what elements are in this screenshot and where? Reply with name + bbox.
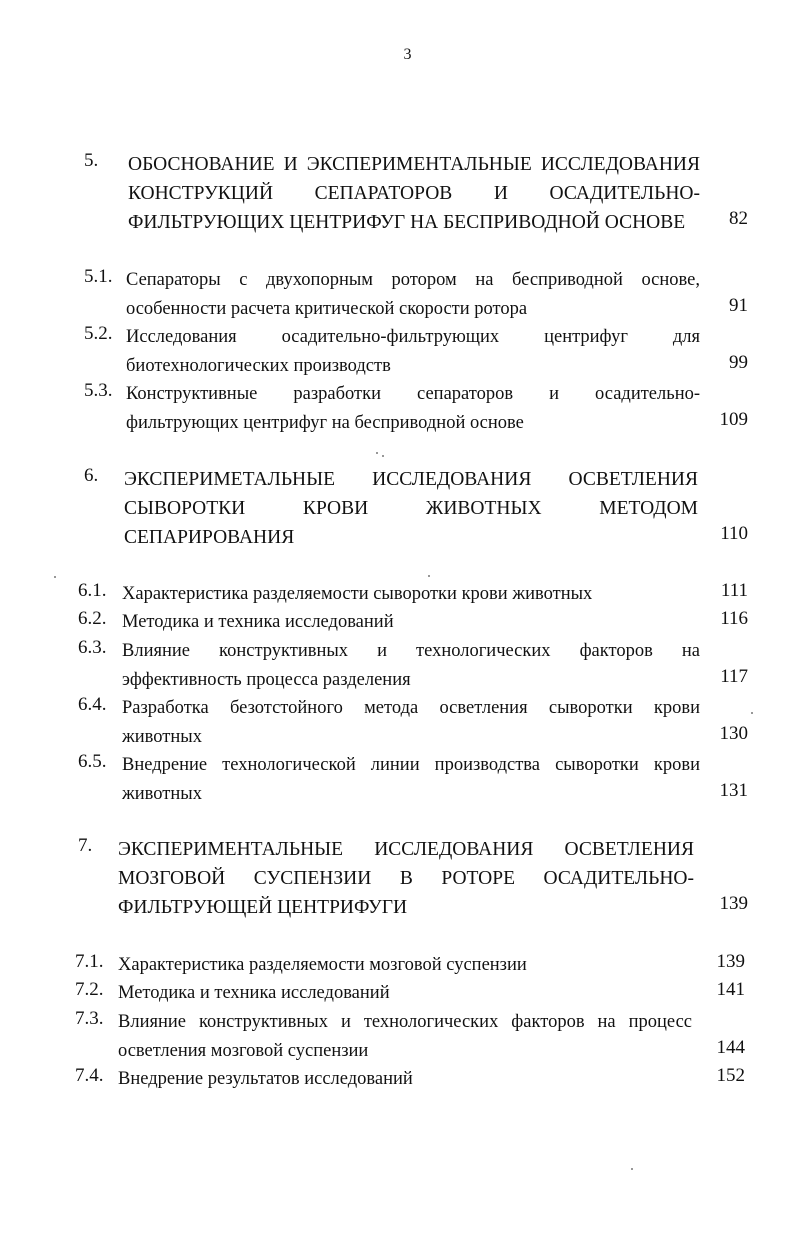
entry-number: 7. (78, 835, 93, 856)
entry-number: 5.1. (84, 266, 113, 287)
entry-title-line: ФИЛЬТРУЮЩИХ ЦЕНТРИФУГ НА БЕСПРИВОДНОЙ ОСНОВЕ (128, 212, 686, 233)
entry-number: 7.4. (75, 1065, 104, 1086)
toc-section-6-1 (78, 580, 748, 609)
entry-title (122, 637, 700, 695)
entry-title (126, 380, 700, 438)
entry-page: 116 (720, 608, 748, 629)
entry-title-line: особенности расчета критической скорости ротора (126, 299, 528, 319)
entry-title (118, 1065, 692, 1094)
toc-section-5-2 (84, 323, 748, 381)
entry-page: 82 (729, 208, 748, 229)
entry-title-line: ЭКСПЕРИМЕТАЛЬНЫЕ ИССЛЕДОВАНИЯ ОСВЕТЛЕНИЯ (124, 469, 698, 490)
entry-number: 7.3. (75, 1008, 104, 1029)
entry-title (118, 951, 692, 980)
entry-title-line: КОНСТРУКЦИЙ СЕПАРАТОРОВ И ОСАДИТЕЛЬНО- (128, 183, 700, 204)
entry-page: 109 (719, 409, 748, 430)
entry-title-line: эффективность процесса разделения (122, 670, 411, 690)
entry-title-line: ФИЛЬТРУЮЩЕЙ ЦЕНТРИФУГИ (118, 897, 408, 918)
entry-title-line: осветления мозговой суспензии (118, 1041, 369, 1061)
entry-page: 131 (719, 780, 748, 801)
entry-title-line: Сепараторы с двухопорным ротором на бесприводной основе, (126, 270, 700, 290)
entry-page: 139 (716, 951, 745, 972)
entry-number: 6.3. (78, 637, 107, 658)
entry-number: 7.1. (75, 951, 104, 972)
entry-title-line: биотехнологических производств (126, 356, 391, 376)
entry-title-line: СЕПАРИРОВАНИЯ (124, 527, 295, 548)
entry-title-line: животных (122, 727, 202, 747)
entry-page: 152 (716, 1065, 745, 1086)
entry-title-line: СЫВОРОТКИ КРОВИ ЖИВОТНЫХ МЕТОДОМ (124, 498, 698, 519)
toc-section-7-1 (75, 951, 745, 980)
entry-number: 6.2. (78, 608, 107, 629)
entry-page: 117 (720, 666, 748, 687)
entry-page: 144 (716, 1037, 745, 1058)
entry-number: 6.4. (78, 694, 107, 715)
entry-title (122, 694, 700, 752)
entry-number: 6.5. (78, 751, 107, 772)
entry-title-line: животных (122, 784, 202, 804)
entry-title (124, 465, 698, 552)
entry-title-line: Методика и техника исследований (122, 612, 394, 632)
scan-speck (751, 712, 753, 714)
entry-number: 5.2. (84, 323, 113, 344)
entry-number: 5. (84, 150, 99, 171)
entry-title-line: МОЗГОВОЙ СУСПЕНЗИИ В РОТОРЕ ОСАДИТЕЛЬНО- (118, 868, 694, 889)
entry-page: 130 (719, 723, 748, 744)
toc-chapter-7 (78, 835, 748, 922)
toc-section-7-4 (75, 1065, 745, 1094)
entry-title (128, 150, 700, 237)
entry-number: 5.3. (84, 380, 113, 401)
entry-title (118, 1008, 692, 1066)
entry-title (122, 751, 700, 809)
entry-title-line: Характеристика разделяемости мозговой суспензии (118, 955, 527, 975)
entry-title-line: ЭКСПЕРИМЕНТАЛЬНЫЕ ИССЛЕДОВАНИЯ ОСВЕТЛЕНИЯ (118, 839, 694, 860)
entry-page: 110 (720, 523, 748, 544)
toc-section-6-2 (78, 608, 748, 637)
toc-section-7-2 (75, 979, 745, 1008)
toc-chapter-6 (84, 465, 748, 552)
toc-chapter-5 (84, 150, 748, 237)
entry-title-line: Внедрение технологической линии производства сыворотки крови (122, 755, 700, 775)
entry-title-line: Разработка безотстойного метода осветления сыворотки крови (122, 698, 700, 718)
scan-speck (54, 576, 56, 578)
scan-speck (376, 452, 378, 454)
entry-title-line: фильтрующих центрифуг на бесприводной основе (126, 413, 524, 433)
entry-page: 91 (729, 295, 748, 316)
toc-section-6-3 (78, 637, 748, 695)
toc-section-6-5 (78, 751, 748, 809)
entry-number: 7.2. (75, 979, 104, 1000)
entry-title-line: Влияние конструктивных и технологических факторов на процесс (118, 1012, 692, 1032)
entry-title-line: Влияние конструктивных и технологических факторов на (122, 641, 700, 661)
toc-section-5-3 (84, 380, 748, 438)
entry-title (118, 979, 692, 1008)
entry-title (118, 835, 694, 922)
toc-section-6-4 (78, 694, 748, 752)
entry-title-line: Исследования осадительно-фильтрующих центрифуг для (126, 327, 700, 347)
entry-number: 6.1. (78, 580, 107, 601)
entry-page: 111 (720, 580, 748, 601)
toc-section-7-3 (75, 1008, 745, 1066)
entry-title (122, 580, 700, 609)
toc-section-5-1 (84, 266, 748, 324)
entry-title (126, 266, 700, 324)
entry-title-line: Внедрение результатов исследований (118, 1069, 413, 1089)
entry-title-line: Характеристика разделяемости сыворотки крови животных (122, 584, 593, 604)
entry-title (122, 608, 700, 637)
entry-page: 99 (729, 352, 748, 373)
entry-title-line: Методика и техника исследований (118, 983, 390, 1003)
scan-speck (428, 575, 430, 577)
entry-number: 6. (84, 465, 99, 486)
entry-page: 139 (719, 893, 748, 914)
entry-title-line: ОБОСНОВАНИЕ И ЭКСПЕРИМЕНТАЛЬНЫЕ ИССЛЕДОВАНИЯ (128, 154, 700, 175)
entry-title (126, 323, 700, 381)
scan-speck (382, 455, 384, 457)
entry-page: 141 (716, 979, 745, 1000)
scan-speck (631, 1168, 633, 1170)
page-number: 3 (403, 46, 412, 63)
entry-title-line: Конструктивные разработки сепараторов и осадительно- (126, 384, 700, 404)
